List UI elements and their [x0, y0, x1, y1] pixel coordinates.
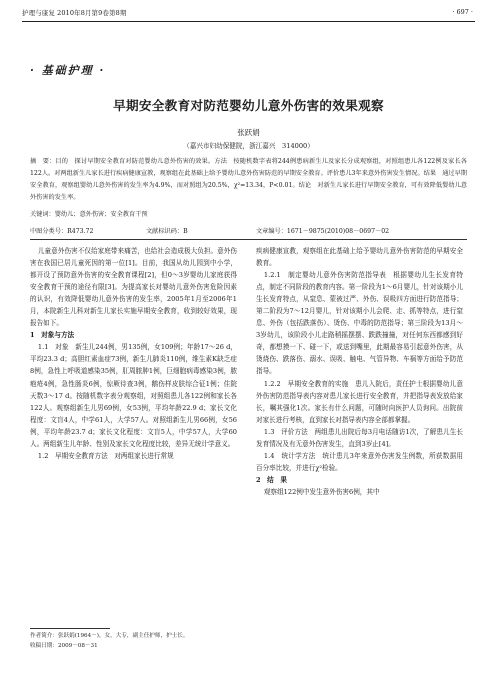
affiliation: （嘉兴市妇幼保健院，浙江嘉兴 314000）	[183, 142, 314, 150]
body-paragraph: 疾病健康宣教，观察组在此基础上给予婴幼儿意外伤害防范的早期安全教育。	[256, 247, 463, 268]
body-paragraph: 1.2.1 制定婴幼儿意外伤害防范指导表 根据婴幼儿生长发育特点，制定不同阶段的教育内容。第一阶段为1～6月婴儿，针对该期小儿生长发育特点，从窒息、蒙被过严、外伤、误吸四方面进行防范指导；第二阶段为7～12月婴儿，针对该期小儿会爬、走、抓等特点，进行窒息、外伤（包括跌落伤）、烫伤、中毒的防范指导；第三阶段为13月～3岁幼儿，该阶段小儿走路稍摇摆摆、跌跌撞撞，对任何东西都感到好奇，都想摸一下、碰一下，或送到嘴里，此期最容易引起意外伤害，从烫烧伤、跌落伤、溺水、误吸、触电、气管异物、车祸等方面给予防范指导。	[256, 271, 463, 376]
body-paragraph: 1.4 统计学方法 统计患儿3年来意外伤害发生例数，所获数据用百分率比较，并进行χ²检验。	[256, 451, 463, 472]
body-paragraph: 1.3 评价方法 两组患儿出院后每3月电话随访1次，了解患儿生长发育情况及有无意外伤害发生，直到3岁止[4]。	[256, 427, 463, 448]
article-id: 文章编号：1671－9875(2010)08－0697－02	[256, 228, 390, 235]
footnote	[30, 631, 240, 651]
body-paragraph: 儿童意外伤害不仅给家庭带来痛苦，也给社会造成极大负担。意外伤害在我国已居儿童死因的第一位[1]。目前，我国从幼儿园到中小学，都开设了预防意外伤害的安全教育课程[2]，但0～3岁婴幼儿家庭获得安全教育干预的途径有限[3]。为提高家长对婴幼儿意外伤害危险因素的认识，有效降低婴幼儿意外伤害的发生率，2005年1月至2006年1月，本院新生儿科对新生儿家长实施早期安全教育，收到较好效果，现报告如下。	[30, 247, 237, 328]
section-heading: 1 对象与方法	[30, 331, 75, 340]
running-header-journal: 护理与康复 2010年8月第9卷第8期	[22, 9, 127, 17]
abstract: 摘 要：目的 探讨早期安全教育对防范婴幼儿意外伤害的效果。方法 按随机数字表将244例患病新生儿及家长分成观察组，对照组患儿各122例及家长各122人。对两组新生儿家长进行疾病健康宣教，观察组在此基础上给予婴幼儿意外伤害防范的早期安全教育。评价患儿3年来意外伤害发生情况。结果 通过早期安全教育，观察组婴幼儿意外伤害的发生率为4.9%，而对照组为20.5%，χ²=13.34，P<0.01。结论 对新生儿家长进行早期安全教育，可有效降低婴幼儿意外伤害的发生率。	[30, 158, 467, 201]
section-label: · 基础护理 ·	[30, 64, 106, 77]
article-title: 早期安全教育对防范婴幼儿意外伤害的效果观察	[113, 98, 384, 113]
body-paragraph: 1.2 早期安全教育方法 对两组家长进行常规	[37, 451, 174, 460]
section-heading: 2 结 果	[256, 475, 287, 484]
received-date: 收稿日期：2009－08－31	[30, 643, 98, 649]
body-paragraph: 1.2.2 早期安全教育的实施 患儿入院后，责任护士根据婴幼儿意外伤害防范指导表内容对患儿家长进行安全教育，并把指导表发放给家长，嘱其强化1次。家长有什么问题，可随时向医护人员询问。出院前对家长进行考核，直到家长对指导表内容全部都掌握。	[256, 379, 463, 424]
keywords: 关键词：婴幼儿；意外伤害；安全教育干预	[30, 211, 148, 218]
footnote-rule	[30, 628, 110, 629]
body-column-left	[30, 245, 237, 462]
abstract-divider	[30, 239, 467, 240]
body-column-right	[256, 245, 463, 498]
body-paragraph: 观察组122例中发生意外伤害6例，其中	[263, 487, 380, 496]
author: 张跃娟	[237, 128, 260, 137]
clc-number: 中图分类号：R473.72	[30, 228, 94, 235]
document-code: 文献标识码：B	[146, 228, 188, 235]
running-header-page-number: · 697 ·	[452, 8, 473, 16]
header-rule	[22, 21, 475, 22]
author-info: 作者简介：张跃娟(1964－)，女，大专，副主任护师，护士长。	[30, 633, 189, 639]
body-paragraph: 1.1 对象 新生儿244例，男135例，女109例；年龄17～26 d，平均23.3 d；高胆红素血症73例，新生儿肺炎110例，维生素K缺乏症8例，急性上呼吸道感染35例，肛周脓肿1例，巨细胞病毒感染3例，脓疱疮4例，急性肠炎6例，惊厥待查3例，鹅伤样皮肤综合征1例；住院天数3～17 d。按随机数字表分观察组，对照组患儿各122例和家长各122人。观察组新生儿男69例，女53例，平均年龄22.9 d；家长文化程度：文盲4人，中学61人，大学57人。对照组新生儿男66例，女56例，平均年龄23.7 d；家长文化程度：文盲5人，中学57人，大学60人。两组新生儿年龄、性别及家长文化程度比较，差异无统计学意义。	[30, 343, 237, 448]
